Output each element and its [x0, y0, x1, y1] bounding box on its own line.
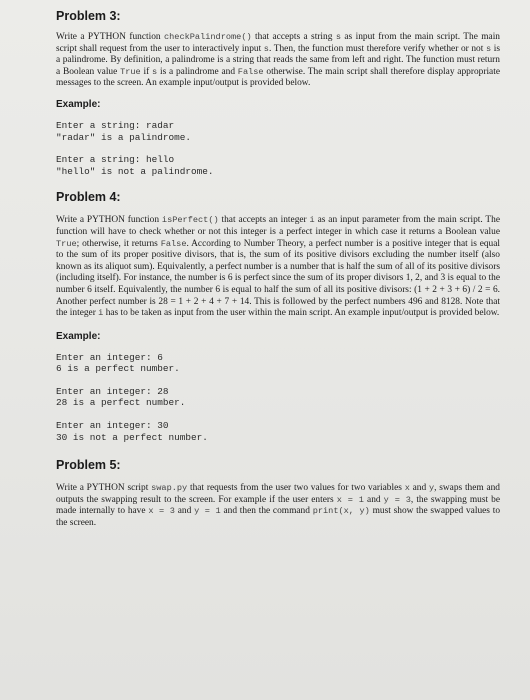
inline-code: i [309, 215, 315, 226]
problem-4-section [56, 189, 500, 443]
problem-4-example-1 [56, 352, 500, 375]
example-input-line: Enter an integer: 6 [56, 351, 163, 363]
problem-4-description [56, 215, 500, 319]
example-output-line: "hello" is not a palindrome. [56, 165, 214, 177]
inline-code: print(x, y) [312, 506, 370, 517]
text-run: has to be taken as input from the user within the main script. An example input/output is provided below. [103, 308, 500, 319]
inline-code: False [237, 66, 264, 77]
problem-5-heading: Problem 5: [56, 458, 121, 473]
inline-code: False [160, 238, 187, 249]
text-run: must show the swapped values to the screen. [56, 506, 501, 529]
example-output-line: 28 is a perfect number. [56, 397, 186, 409]
problem-4-heading: Problem 4: [56, 190, 121, 205]
inline-code: x = 1 [336, 494, 364, 505]
inline-code: swap.py [151, 483, 188, 494]
text-run: is a palindrome and [157, 66, 238, 77]
text-run: as an input parameter from the main script. The function will have to check whether or not this integer is a perfect integer in which case it returns a Boolean value [56, 215, 501, 237]
inline-code: s [152, 66, 158, 77]
inline-code: i [98, 308, 104, 319]
text-run: ; otherwise, it returns [76, 238, 161, 249]
inline-code: True [120, 66, 141, 77]
example-input-line: Enter an integer: 30 [56, 420, 169, 432]
problem-3-example-2 [56, 154, 500, 177]
text-run: and [174, 506, 195, 517]
inline-code: s [485, 43, 492, 54]
inline-code: isPerfect() [161, 215, 219, 226]
problem-3-example-1 [56, 120, 500, 143]
text-run: and [409, 483, 429, 494]
text-run: that accepts an integer [218, 215, 310, 226]
problem-3-example-label: Example: [56, 98, 101, 110]
problem-4-example-label: Example: [56, 330, 101, 342]
problem-3-description [56, 32, 500, 90]
inline-code: y = 3 [383, 494, 411, 505]
example-output-line: 6 is a perfect number. [56, 363, 180, 375]
problem-3-heading: Problem 3: [56, 9, 121, 23]
problem-5-section [56, 457, 500, 529]
inline-code: s [263, 43, 269, 54]
text-run: Write a PYTHON function [56, 215, 162, 226]
text-run: Write a PYTHON function [56, 32, 164, 42]
problem-4-example-3 [56, 420, 500, 443]
example-input-line: Enter an integer: 28 [56, 385, 169, 397]
problem-5-description [56, 483, 500, 529]
example-input-line: Enter a string: radar [56, 119, 175, 131]
problem-4-example-2 [56, 386, 500, 409]
inline-code: y = 1 [194, 506, 221, 517]
inline-code: True [56, 238, 77, 249]
text-run: is a palindrome. By definition, a palindrome is a string that reads the same from left and right. The function must return a Boolean value [56, 43, 500, 77]
text-run: . Then, the function must therefore verify whether or not [268, 43, 486, 54]
example-output-line: "radar" is a palindrome. [56, 131, 192, 143]
inline-code: x = 3 [148, 506, 175, 517]
problem-3-section [56, 8, 500, 177]
text-run: and then the command [220, 506, 313, 517]
text-run: otherwise. The main script shall therefore display appropriate messages to the screen. An example input/output is provided below. [56, 66, 500, 89]
text-run: that accepts a string [251, 32, 336, 42]
text-run: , the swapping must be made internally to have [56, 494, 500, 517]
example-output-line: 30 is not a perfect number. [56, 431, 208, 443]
text-run: as input from the main script. The main script shall request from the user to interactively input [56, 32, 500, 54]
text-run: and [363, 494, 384, 505]
text-run: Write a PYTHON script [56, 483, 152, 494]
inline-code: y [428, 483, 435, 494]
text-run: , swaps them and outputs the swapping result to the screen. For example if the user enters [56, 483, 500, 505]
inline-code: s [335, 32, 341, 42]
inline-code: x [404, 483, 410, 494]
text-run: if [140, 66, 153, 77]
text-run: that requests from the user two values for two variables [187, 483, 405, 494]
text-run: . According to Number Theory, a perfect number is a positive integer that is equal to the sum of its proper positive divisors, that is, the sum of its positive divisors excluding the number itself (also known as its aliquot sum). Equivalently, a perfect number is a number that is half the sum of all of its positive divisors (including itself). For instance, the number is 6 is perfect since the sum of its proper divisors 1, 2, and 3 is equal to the number 6 itself. Equivalently, the number 6 is equal to half the sum of all its positive divisors: (1 + 2 + 3 + 6) / 2 = 6. Another perfect number is 28 = 1 + 2 + 4 + 7 + 14. This is followed by the perfect numbers 496 and 8128. Note that the integer [56, 238, 500, 319]
example-input-line: Enter a string: hello [56, 154, 175, 166]
inline-code: checkPalindrome() [163, 32, 252, 42]
